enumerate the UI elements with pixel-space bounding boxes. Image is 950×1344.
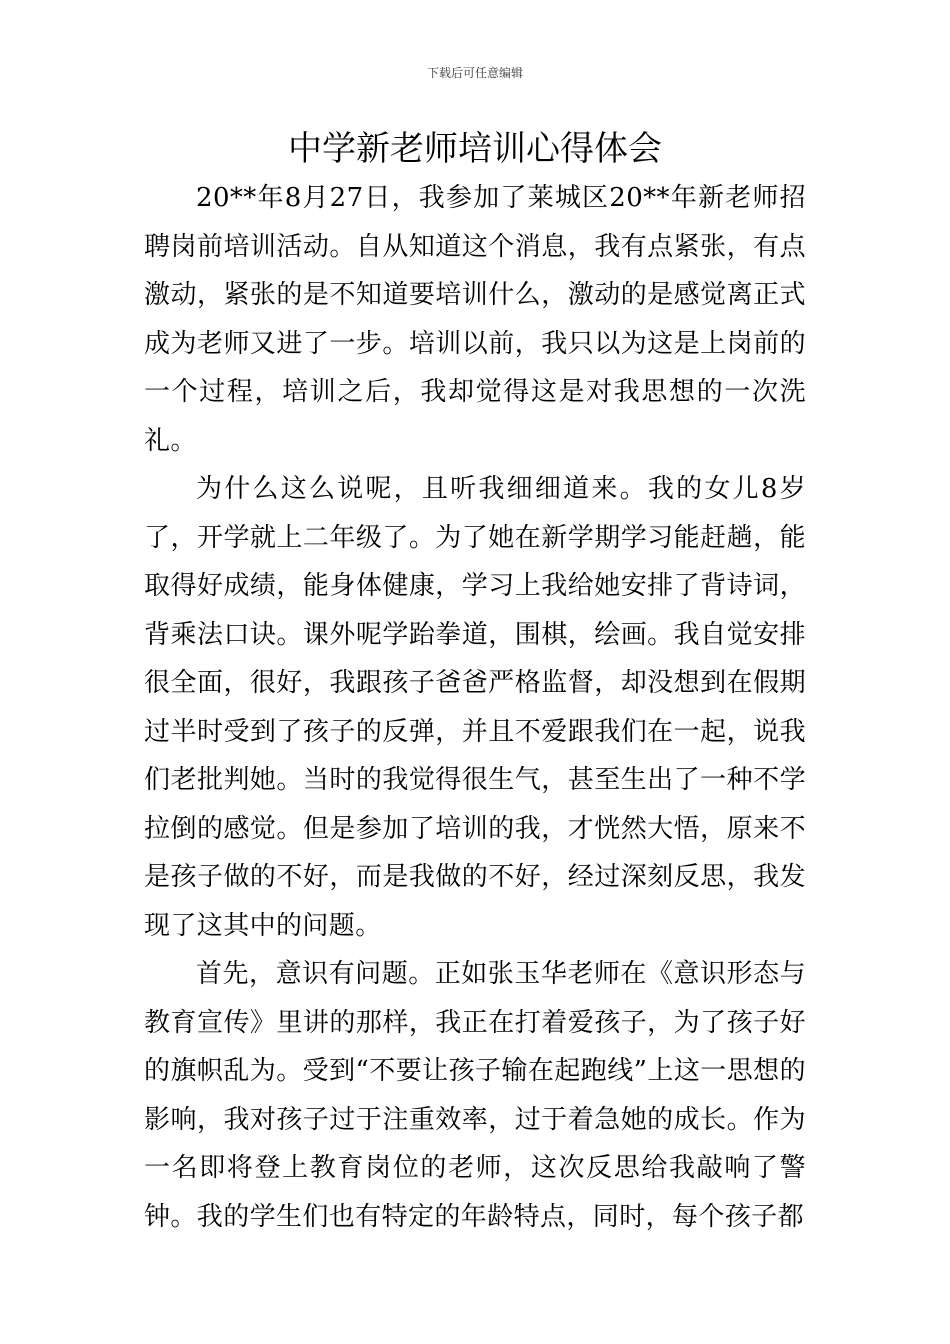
paragraph-2: 为什么这么说呢，且听我细细道来。我的女儿8岁了，开学就上二年级了。为了她在新学期学习能赶趟，能取得好成绩，能身体健康，学习上我给她安排了背诗词，背乘法口诀。课外呢学跆拳道，围棋，绘画。我自觉安排很全面，很好，我跟孩子爸爸严格监督，却没想到在假期过半时受到了孩子的反弹，并且不爱跟我们在一起，说我们老批判她。当时的我觉得很生气，甚至生出了一种不学拉倒的感觉。但是参加了培训的我，才恍然大悟，原来不是孩子做的不好，而是我做的不好，经过深刻反思，我发现了这其中的问题。 (144, 474, 806, 941)
document-body (144, 174, 806, 1241)
paragraph-1: 20**年8月27日，我参加了莱城区20**年新老师招聘岗前培训活动。自从知道这个消息，我有点紧张，有点激动，紧张的是不知道要培训什么，激动的是感觉离正式成为老师又进了一步。培训以前，我只以为这是上岗前的一个过程，培训之后，我却觉得这是对我思想的一次洗礼。 (144, 183, 806, 456)
header-note: 下载后可任意编辑 (426, 66, 523, 80)
paragraph-3: 首先，意识有问题。正如张玉华老师在《意识形态与教育宣传》里讲的那样，我正在打着爱孩子，为了孩子好的旗帜乱为。受到“不要让孩子输在起跑线”上这一思想的影响，我对孩子过于注重效率，过于着急她的成长。作为一名即将登上教育岗位的老师，这次反思给我敲响了警钟。我的学生们也有特定的年龄特点，同时，每个孩子都 (144, 959, 806, 1232)
document-title: 中学新老师培训心得体会 (288, 129, 662, 169)
